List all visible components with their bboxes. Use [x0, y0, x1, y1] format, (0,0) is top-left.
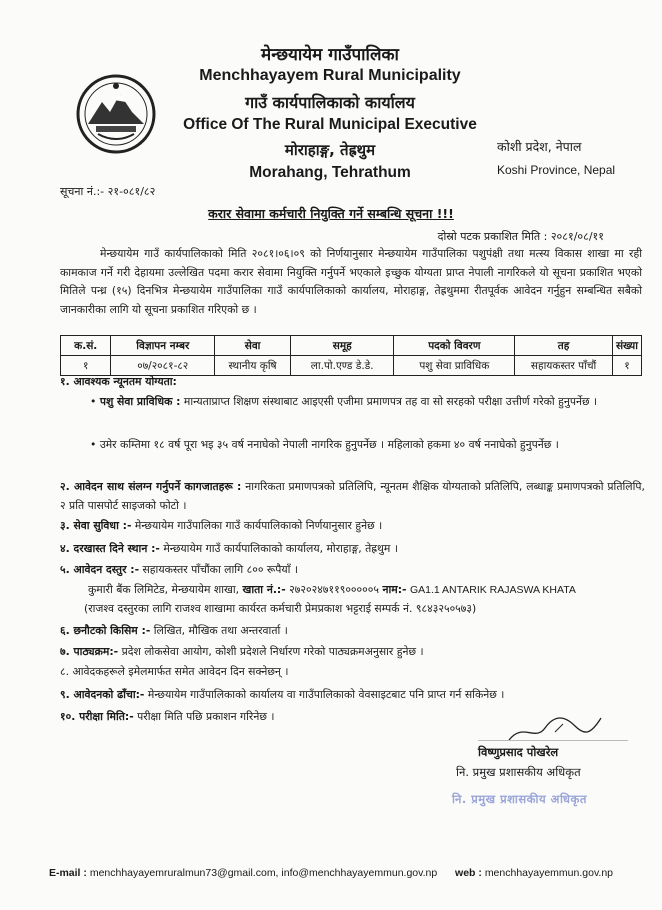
- section-3-label: ३. सेवा सुविधा :-: [60, 519, 132, 532]
- place-name-en: Morahang, Tehrathum: [249, 164, 411, 181]
- section-9: [60, 686, 645, 705]
- col-group: समूह: [290, 336, 393, 356]
- section-6-text: लिखित, मौखिक तथा अन्तरवार्ता ।: [153, 624, 288, 637]
- province-en: Koshi Province, Nepal: [497, 163, 616, 177]
- section-5: [60, 561, 645, 580]
- cell-count: १: [612, 356, 641, 376]
- notice-subject: [0, 205, 662, 222]
- section-7-text: प्रदेश लोकसेवा आयोग, कोशी प्रदेशले निर्धारण गरेको पाठ्यक्रमअनुसार हुनेछ ।: [121, 645, 424, 658]
- col-level: तह: [515, 336, 613, 356]
- subject-text: करार सेवामा कर्मचारी नियुक्ति गर्ने सम्बन्धि सूचना !!!: [208, 206, 454, 221]
- section-4-label: ४. दरखास्त दिने स्थान :-: [60, 542, 160, 555]
- table-header-row: [61, 336, 642, 356]
- section-5-label: ५. आवेदन दस्तुर :-: [60, 563, 140, 576]
- col-service: सेवा: [215, 336, 291, 356]
- account-label: खाता नं.:-: [242, 583, 286, 596]
- section-8: ८. आवेदकहरूले इमेलमार्फत समेत आवेदन दिन सक्नेछन् ।: [60, 665, 289, 678]
- cell-level: सहायकस्तर पाँचौं: [515, 356, 613, 376]
- bank-details: [88, 581, 648, 600]
- contact-note: (राजश्व दस्तुरका लागि राजश्व शाखामा कार्यरत कर्मचारी प्रेमप्रकाश भट्टराई सम्पर्क नं. ९८४३२५०५७३): [84, 602, 477, 615]
- col-ad-number: विज्ञापन नम्बर: [111, 336, 215, 356]
- signature-line: [478, 740, 628, 741]
- cell-sn: १: [61, 356, 111, 376]
- place-name-np: मोराहाङ्ग, तेह्रथुम: [284, 141, 376, 159]
- cell-service: स्थानीय कृषि: [215, 356, 291, 376]
- col-sn: क.सं.: [61, 336, 111, 356]
- notice-number: सूचना नं.:- २१-०८१/८२: [60, 185, 156, 198]
- signatory-title: नि. प्रमुख प्रशासकीय अधिकृत: [456, 765, 581, 779]
- cell-post: पशु सेवा प्राविधिक: [394, 356, 515, 376]
- section-9-text: मेन्छयायेम गाउँपालिकाको कार्यालय वा गाउँपालिकाको वेवसाइटबाट पनि प्राप्त गर्न सकिनेछ ।: [147, 688, 505, 701]
- section-7: [60, 643, 645, 662]
- section-3-text: मेन्छयायेम गाउँपालिका गाउँ कार्यपालिकाको निर्णयानुसार हुनेछ ।: [134, 519, 383, 532]
- section-4: [60, 540, 645, 559]
- section-7-label: ७. पाठ्यक्रम:-: [60, 645, 119, 658]
- section-10-text: परीक्षा मिति पछि प्रकाशन गरिनेछ ।: [137, 710, 275, 723]
- account-number: २७२०२४७११९०००००५: [289, 583, 380, 596]
- cell-ad-number: ०७/२०८१-८२: [111, 356, 215, 376]
- footer-web-link[interactable]: menchhayayemmun.gov.np: [484, 867, 614, 879]
- official-stamp: नि. प्रमुख प्रशासकीय अधिकृत: [452, 792, 587, 806]
- section-10-label: १०. परीक्षा मिति:-: [60, 710, 134, 723]
- bullet-1: • पशु सेवा प्राविधिक : मान्यताप्राप्त शिक्षण संस्थाबाट आइएसी एजीमा प्रमाणपत्र तह वा सो सरहको परीक्षा उत्तीर्ण गरेको हुनुपर्नेछ ।: [90, 395, 598, 408]
- office-name-en: Office Of The Rural Municipal Executive: [183, 116, 477, 133]
- bullet-2-text: उमेर कम्तिमा १८ वर्ष पूरा भइ ३५ वर्ष ननाघेको नेपाली नागरिक हुनुपर्नेछ । महिलाको हकमा ४० वर्ष ननाघेको हुनुपर्नेछ ।: [99, 438, 559, 451]
- col-count: संख्या: [612, 336, 641, 356]
- section-2: [60, 478, 645, 515]
- section-3: [60, 517, 645, 536]
- section-2-label: २. आवेदन साथ संलग्न गर्नुपर्ने कागजातहरू :: [60, 480, 242, 493]
- footer-emails[interactable]: menchhayayemruralmun73@gmail.com, info@menchhayayemmun.gov.np: [89, 867, 438, 879]
- footer-email-label: E-mail :: [48, 867, 87, 879]
- section-2-text: नागरिकता प्रमाणपत्रको प्रतिलिपि, न्यूनतम शैक्षिक योग्यताको प्रतिलिपि, लब्धाङ्क प्रमाणपत्रको प्रतिलिपि, २ प्रति पासपोर्ट साइजको फोटो ।: [60, 480, 645, 512]
- section-1-title: [60, 373, 645, 392]
- cell-group: ला.पो.एण्ड डे.डे.: [290, 356, 393, 376]
- vacancy-table: [60, 335, 642, 376]
- office-name-np: गाउँ कार्यपालिकाको कार्यालय: [245, 93, 415, 112]
- account-name-label: नाम:-: [382, 583, 407, 596]
- section-4-text: मेन्छयायेम गाउँ कार्यपालिकाको कार्यालय, मोराहाङ्ग, तेह्रथुम ।: [163, 542, 398, 555]
- section-9-label: ९. आवेदनको ढाँचा:-: [60, 688, 145, 701]
- municipality-name-en: Menchhayayem Rural Municipality: [199, 67, 461, 84]
- section-6: [60, 622, 645, 641]
- section-5-text: सहायकस्तर पाँचौंका लागि ८०० रूपैयाँ ।: [142, 563, 298, 576]
- bullet-2: • उमेर कम्तिमा १८ वर्ष पूरा भइ ३५ वर्ष ननाघेको नेपाली नागरिक हुनुपर्नेछ । महिलाको हकमा ४० वर्ष ननाघेको हुनुपर्नेछ ।: [90, 438, 559, 451]
- intro-paragraph: मेन्छयायेम गाउँ कार्यपालिकाको मिति २०८१।०६।०९ को निर्णयानुसार मेन्छयायेम गाउँपालिका पशुपंक्षी तथा मत्स्य विकास शाखा मा रही कामकाज गर्ने गरी देहायमा उल्लेखित पदमा करार सेवामा नियुक्ति गर्नुपर्ने भएकाले इच्छुक योग्यता प्राप्त नेपाली नागरिकले यो सूचना प्रकाशित भएको मितिले पन्ध्र (१५) दिनभित्र मेन्छयायेम गाउँपालिका गाउँ कार्यपालिकाको कार्यालय, मोराहाङ्ग, तेह्रथुममा रीतपूर्वक आवेदन गर्नुहुन सम्बन्धित सबैको जानकारीका लागि यो सूचना प्रकाशित गरिएको छ ।: [60, 247, 642, 316]
- footer-web-label: web :: [455, 867, 482, 879]
- bullet-1-text: मान्यताप्राप्त शिक्षण संस्थाबाट आइएसी एजीमा प्रमाणपत्र तह वा सो सरहको परीक्षा उत्तीर्ण गरेको हुनुपर्नेछ ।: [183, 395, 598, 408]
- province-np: कोशी प्रदेश, नेपाल: [497, 139, 582, 154]
- footer: [0, 867, 662, 879]
- account-name: GA1.1 ANTARIK RAJASWA KHATA: [409, 584, 576, 596]
- municipality-name-np: मेन्छयायेम गाउँपालिका: [261, 45, 399, 65]
- section-6-label: ६. छनौटको किसिम :-: [60, 624, 151, 637]
- publish-date: दोस्रो पटक प्रकाशित मिति : २०८१/०८/११: [437, 230, 604, 243]
- signatory-name: विष्णुप्रसाद पोखरेल: [478, 745, 559, 759]
- section-1-label: १. आवश्यक न्यूनतम योग्यता:: [60, 375, 177, 388]
- bullet-1-label: पशु सेवा प्राविधिक :: [99, 395, 181, 408]
- bank-name: कुमारी बैंक लिमिटेड, मेन्छयायेम शाखा,: [88, 583, 240, 596]
- col-post: पदको विवरण: [394, 336, 515, 356]
